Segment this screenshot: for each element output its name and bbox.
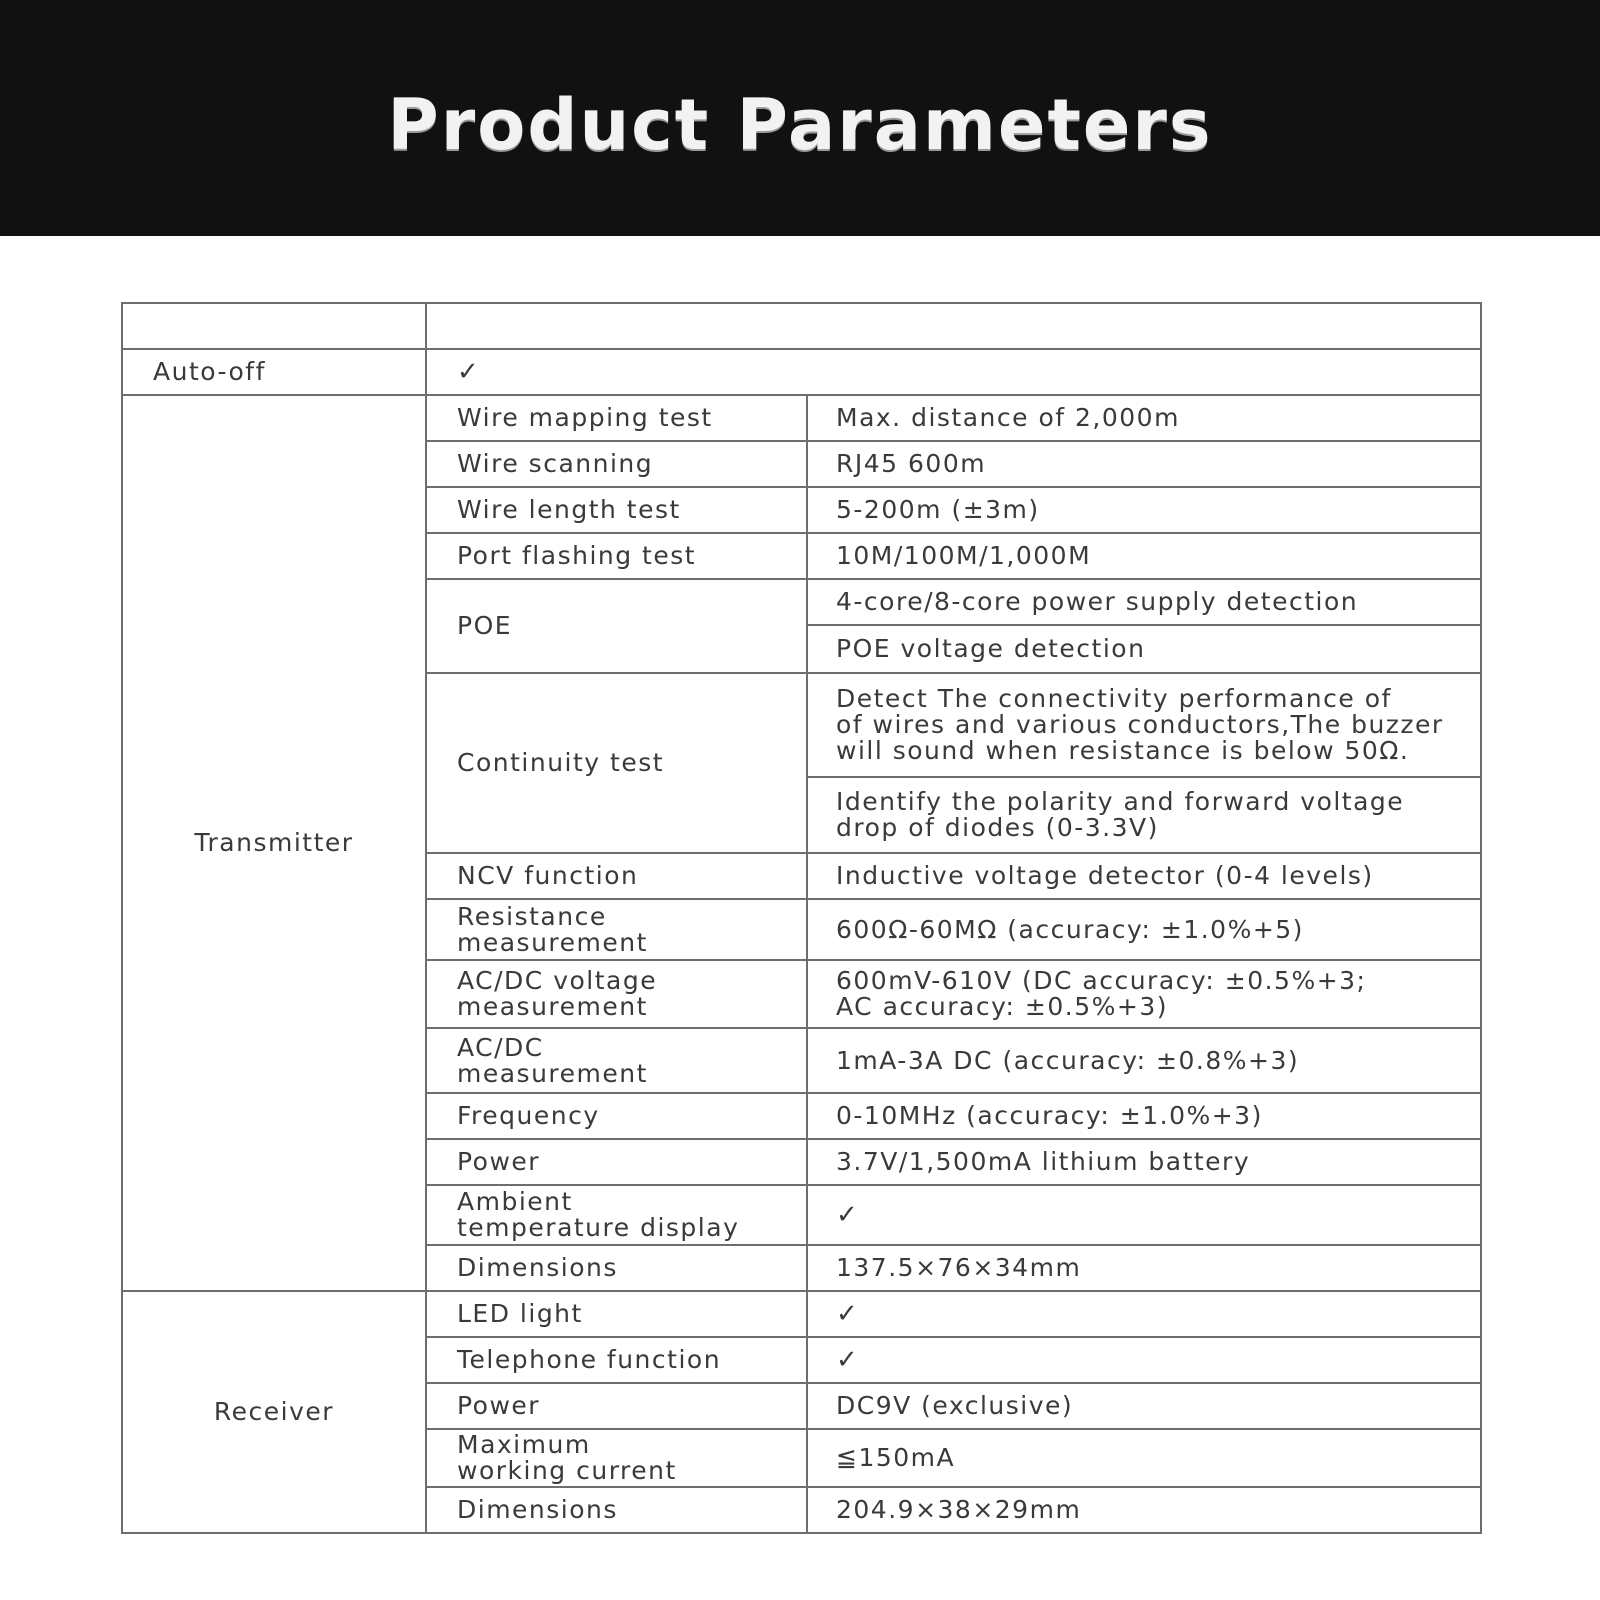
row-label: Maximum working current <box>426 1429 807 1487</box>
row-value: 3.7V/1,500mA lithium battery <box>807 1139 1481 1185</box>
led-check-icon: ✓ <box>807 1291 1481 1337</box>
auto-off-label: Auto-off <box>122 349 426 395</box>
row-value: 0-10MHz (accuracy: ±1.0%+3) <box>807 1093 1481 1139</box>
receiver-group-label: Receiver <box>122 1291 426 1533</box>
row-value: 5-200m (±3m) <box>807 487 1481 533</box>
row-value: 204.9×38×29mm <box>807 1487 1481 1533</box>
row-value: 10M/100M/1,000M <box>807 533 1481 579</box>
row-value: Max. distance of 2,000m <box>807 395 1481 441</box>
table-row <box>122 395 1481 441</box>
row-value: 600Ω-60MΩ (accuracy: ±1.0%+5) <box>807 899 1481 960</box>
auto-off-check-icon: ✓ <box>426 349 1481 395</box>
table-header-row <box>122 303 1481 349</box>
row-value: 4-core/8-core power supply detection <box>807 579 1481 625</box>
row-label: Power <box>426 1139 807 1185</box>
row-value: Identify the polarity and forward voltage drop of diodes (0-3.3V) <box>807 777 1481 853</box>
row-value: ≦150mA <box>807 1429 1481 1487</box>
row-label: Wire length test <box>426 487 807 533</box>
row-label: Power <box>426 1383 807 1429</box>
row-label: Dimensions <box>426 1245 807 1291</box>
row-value: 1mA-3A DC (accuracy: ±0.8%+3) <box>807 1028 1481 1093</box>
row-label: AC/DC measurement <box>426 1028 807 1093</box>
row-label: Ambient temperature display <box>426 1185 807 1245</box>
row-label: Wire scanning <box>426 441 807 487</box>
transmitter-group-label: Transmitter <box>122 395 426 1291</box>
row-label: POE <box>426 579 807 673</box>
row-value: POE voltage detection <box>807 625 1481 673</box>
row-label: Dimensions <box>426 1487 807 1533</box>
table-row <box>122 1291 1481 1337</box>
row-value: 600mV-610V (DC accuracy: ±0.5%+3; AC accuracy: ±0.5%+3) <box>807 960 1481 1028</box>
telephone-check-icon: ✓ <box>807 1337 1481 1383</box>
row-value: DC9V (exclusive) <box>807 1383 1481 1429</box>
row-label: Continuity test <box>426 673 807 853</box>
page-title: Product Parameters <box>387 84 1213 166</box>
row-label: Resistance measurement <box>426 899 807 960</box>
row-label: AC/DC voltage measurement <box>426 960 807 1028</box>
row-label: Telephone function <box>426 1337 807 1383</box>
row-value: RJ45 600m <box>807 441 1481 487</box>
row-label: Port flashing test <box>426 533 807 579</box>
title-banner <box>0 0 1600 236</box>
header-cell-2 <box>426 303 1481 349</box>
row-label: Frequency <box>426 1093 807 1139</box>
temperature-check-icon: ✓ <box>807 1185 1481 1245</box>
parameters-table <box>121 302 1482 1534</box>
row-label: Wire mapping test <box>426 395 807 441</box>
row-value: Detect The connectivity performance of of wires and various conductors,The buzzer will sound when resistance is below 50Ω. <box>807 673 1481 777</box>
row-value: Inductive voltage detector (0-4 levels) <box>807 853 1481 899</box>
row-value: 137.5×76×34mm <box>807 1245 1481 1291</box>
table-row <box>122 349 1481 395</box>
header-cell-1 <box>122 303 426 349</box>
row-label: NCV function <box>426 853 807 899</box>
row-label: LED light <box>426 1291 807 1337</box>
